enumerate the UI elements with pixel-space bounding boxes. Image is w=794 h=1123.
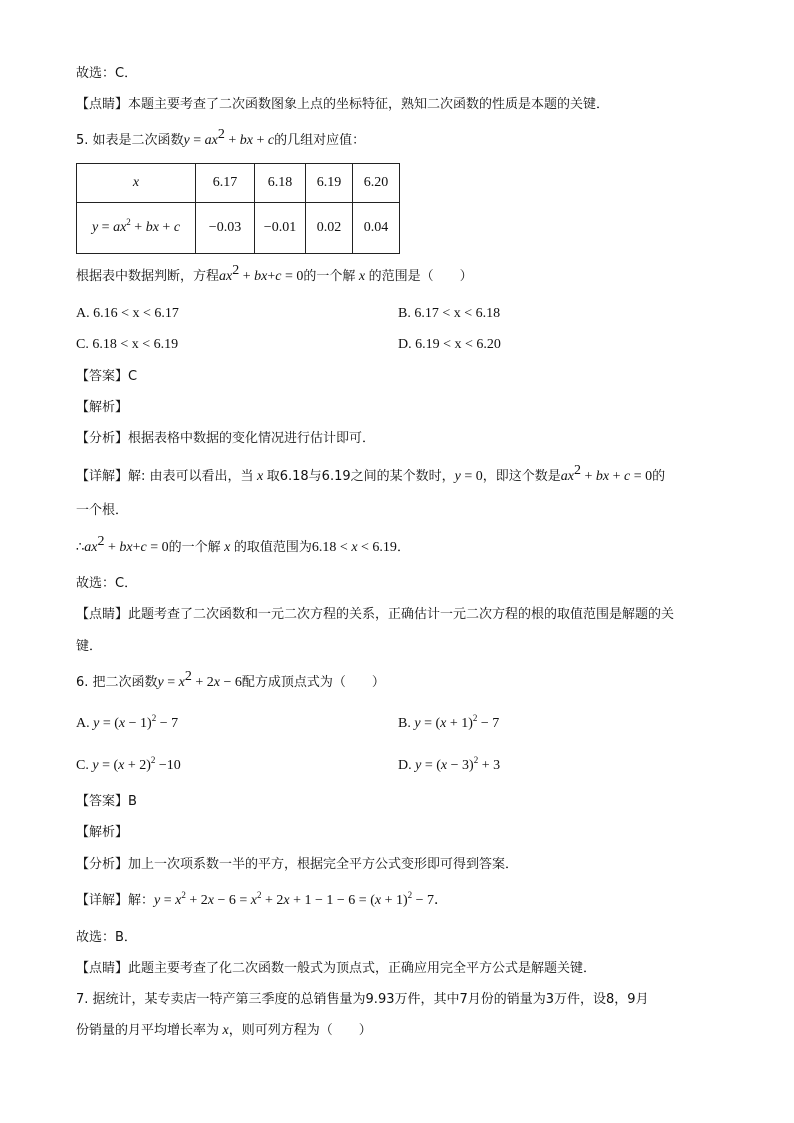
line-dianjing: 【点睛】本题主要考查了二次函数图象上点的坐标特征，熟知二次函数的性质是本题的关键．: [76, 97, 610, 112]
q5-option-c[interactable]: C. 6.18 < x < 6.19: [76, 337, 179, 352]
q5-select: 故选：C．: [76, 576, 138, 591]
q5-fenxi: 【分析】根据表格中数据的变化情况进行估计即可．: [76, 431, 376, 446]
q5-answer: 【答案】C: [76, 369, 138, 384]
table-header-x: x: [77, 164, 196, 203]
q6-option-c[interactable]: C. $y = (x + 2)^2 -10$: [76, 755, 181, 773]
table-y-cell: −0.01: [255, 203, 306, 254]
q5-xiangjie-cont: 一个根．: [76, 503, 129, 518]
q7-stem: 7. 据统计，某专卖店一特产第三季度的总销售量为9.93万件，其中7月份的销量为3万件，设8，9月: [76, 992, 649, 1007]
q5-option-d[interactable]: D. 6.19 < x < 6.20: [398, 337, 501, 352]
q6-select: 故选：B．: [76, 930, 137, 945]
table-y-cell: −0.03: [196, 203, 255, 254]
table-header-y: $y = ax^2$ + bx + c: [77, 203, 196, 254]
q5-stem: 5. 如表是二次函数$y = ax^2$ + bx + c的几组对应值：: [76, 127, 366, 148]
q5-option-b[interactable]: B. 6.17 < x < 6.18: [398, 306, 501, 321]
q5-jiexi: 【解析】: [76, 400, 129, 415]
q5-question: 根据表中数据判断，方程$ax^2 + bx+c = 0$的一个解 x 的范围是（ ）: [76, 263, 473, 284]
q6-option-d[interactable]: D. $y = (x - 3)^2 + 3$: [398, 755, 501, 773]
q5-option-a[interactable]: A. 6.16 < x < 6.17: [76, 306, 179, 321]
q5-xiangjie: 【详解】解: 由表可以看出，当 x 取6.18与6.19之间的某个数时，y = 0，即这个数是$ax^2$ + bx + c = 0的: [76, 463, 666, 484]
table-x-cell: 6.20: [353, 164, 400, 203]
q6-option-a[interactable]: A. $y = (x - 1)^2 - 7$: [76, 713, 179, 731]
q6-option-b[interactable]: B. $y = (x + 1)^2 - 7$: [398, 713, 500, 731]
q5-dianjing-cont: 键．: [76, 639, 103, 654]
table-x-cell: 6.18: [255, 164, 306, 203]
q6-xiangjie: 【详解】解：$y = x^2 + 2x - 6 = x^2 + 2x + 1 - 1 - 6 = (x + 1)^2 - 7$．: [76, 890, 449, 908]
q7-stem-cont: 份销量的月平均增长率为 x，则可列方程为（ ）: [76, 1023, 372, 1038]
q6-dianjing: 【点睛】此题主要考查了化二次函数一般式为顶点式，正确应用完全平方公式是解题关键．: [76, 961, 597, 976]
table-x-cell: 6.19: [306, 164, 353, 203]
q6-stem: 6. 把二次函数$y = x^2 + 2x - 6$配方成顶点式为（ ）: [76, 669, 385, 690]
table-x-cell: 6.17: [196, 164, 255, 203]
value-table: [76, 163, 400, 254]
q5-therefore: $\therefore ax^2 + bx+c = 0$的一个解 x 的取值范围为6.18 < x < 6.19．: [76, 534, 410, 555]
q5-dianjing: 【点睛】此题考查了二次函数和一元二次方程的关系，正确估计一元二次方程的根的取值范围是解题的关: [76, 607, 675, 622]
q6-answer: 【答案】B: [76, 794, 137, 809]
table-y-cell: 0.02: [306, 203, 353, 254]
table-y-cell: 0.04: [353, 203, 400, 254]
q6-fenxi: 【分析】加上一次项系数一半的平方，根据完全平方公式变形即可得到答案．: [76, 857, 519, 872]
q6-jiexi: 【解析】: [76, 825, 129, 840]
line-select-c: 故选：C．: [76, 66, 138, 81]
